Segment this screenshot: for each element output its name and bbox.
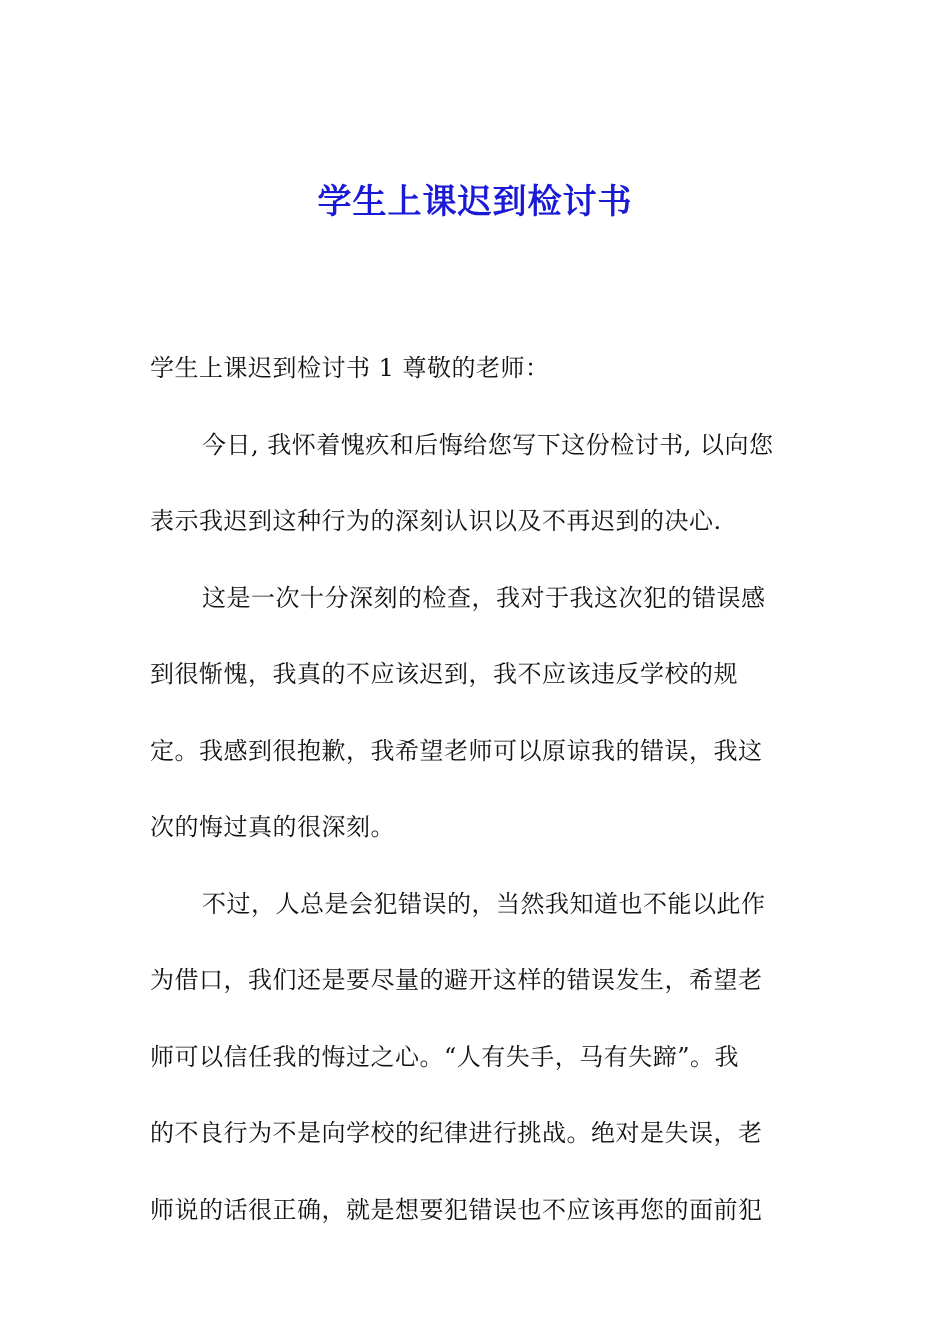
paragraph-line: 的不良行为不是向学校的纪律进行挑战。绝对是失误，老: [150, 1119, 763, 1147]
paragraph-line: 表示我迟到这种行为的深刻认识以及不再迟到的决心.: [150, 507, 722, 535]
document-body: [150, 330, 790, 1248]
paragraph-line: 到很惭愧，我真的不应该迟到，我不应该违反学校的规: [150, 660, 738, 688]
paragraph-line: 为借口，我们还是要尽量的避开这样的错误发生，希望老: [150, 966, 763, 994]
paragraph-line: 师可以信任我的悔过之心。“人有失手，马有失蹄”。我: [150, 1042, 740, 1071]
paragraph-line: 次的悔过真的很深刻。: [150, 813, 395, 841]
salutation-line: 学生上课迟到检讨书 1 尊敬的老师：: [150, 354, 550, 382]
paragraph-line: 定。我感到很抱歉，我希望老师可以原谅我的错误，我这: [150, 736, 763, 765]
paragraph-line: 今日, 我怀着愧疚和后悔给您写下这份检讨书, 以向您: [202, 430, 774, 459]
paragraph-line: 师说的话很正确，就是想要犯错误也不应该再您的面前犯: [150, 1195, 763, 1224]
paragraph-line: 这是一次十分深刻的检查，我对于我这次犯的错误感: [202, 583, 766, 612]
document-title: 学生上课迟到检讨书: [317, 182, 633, 222]
paragraph-line: 不过，人总是会犯错误的，当然我知道也不能以此作: [202, 889, 766, 918]
